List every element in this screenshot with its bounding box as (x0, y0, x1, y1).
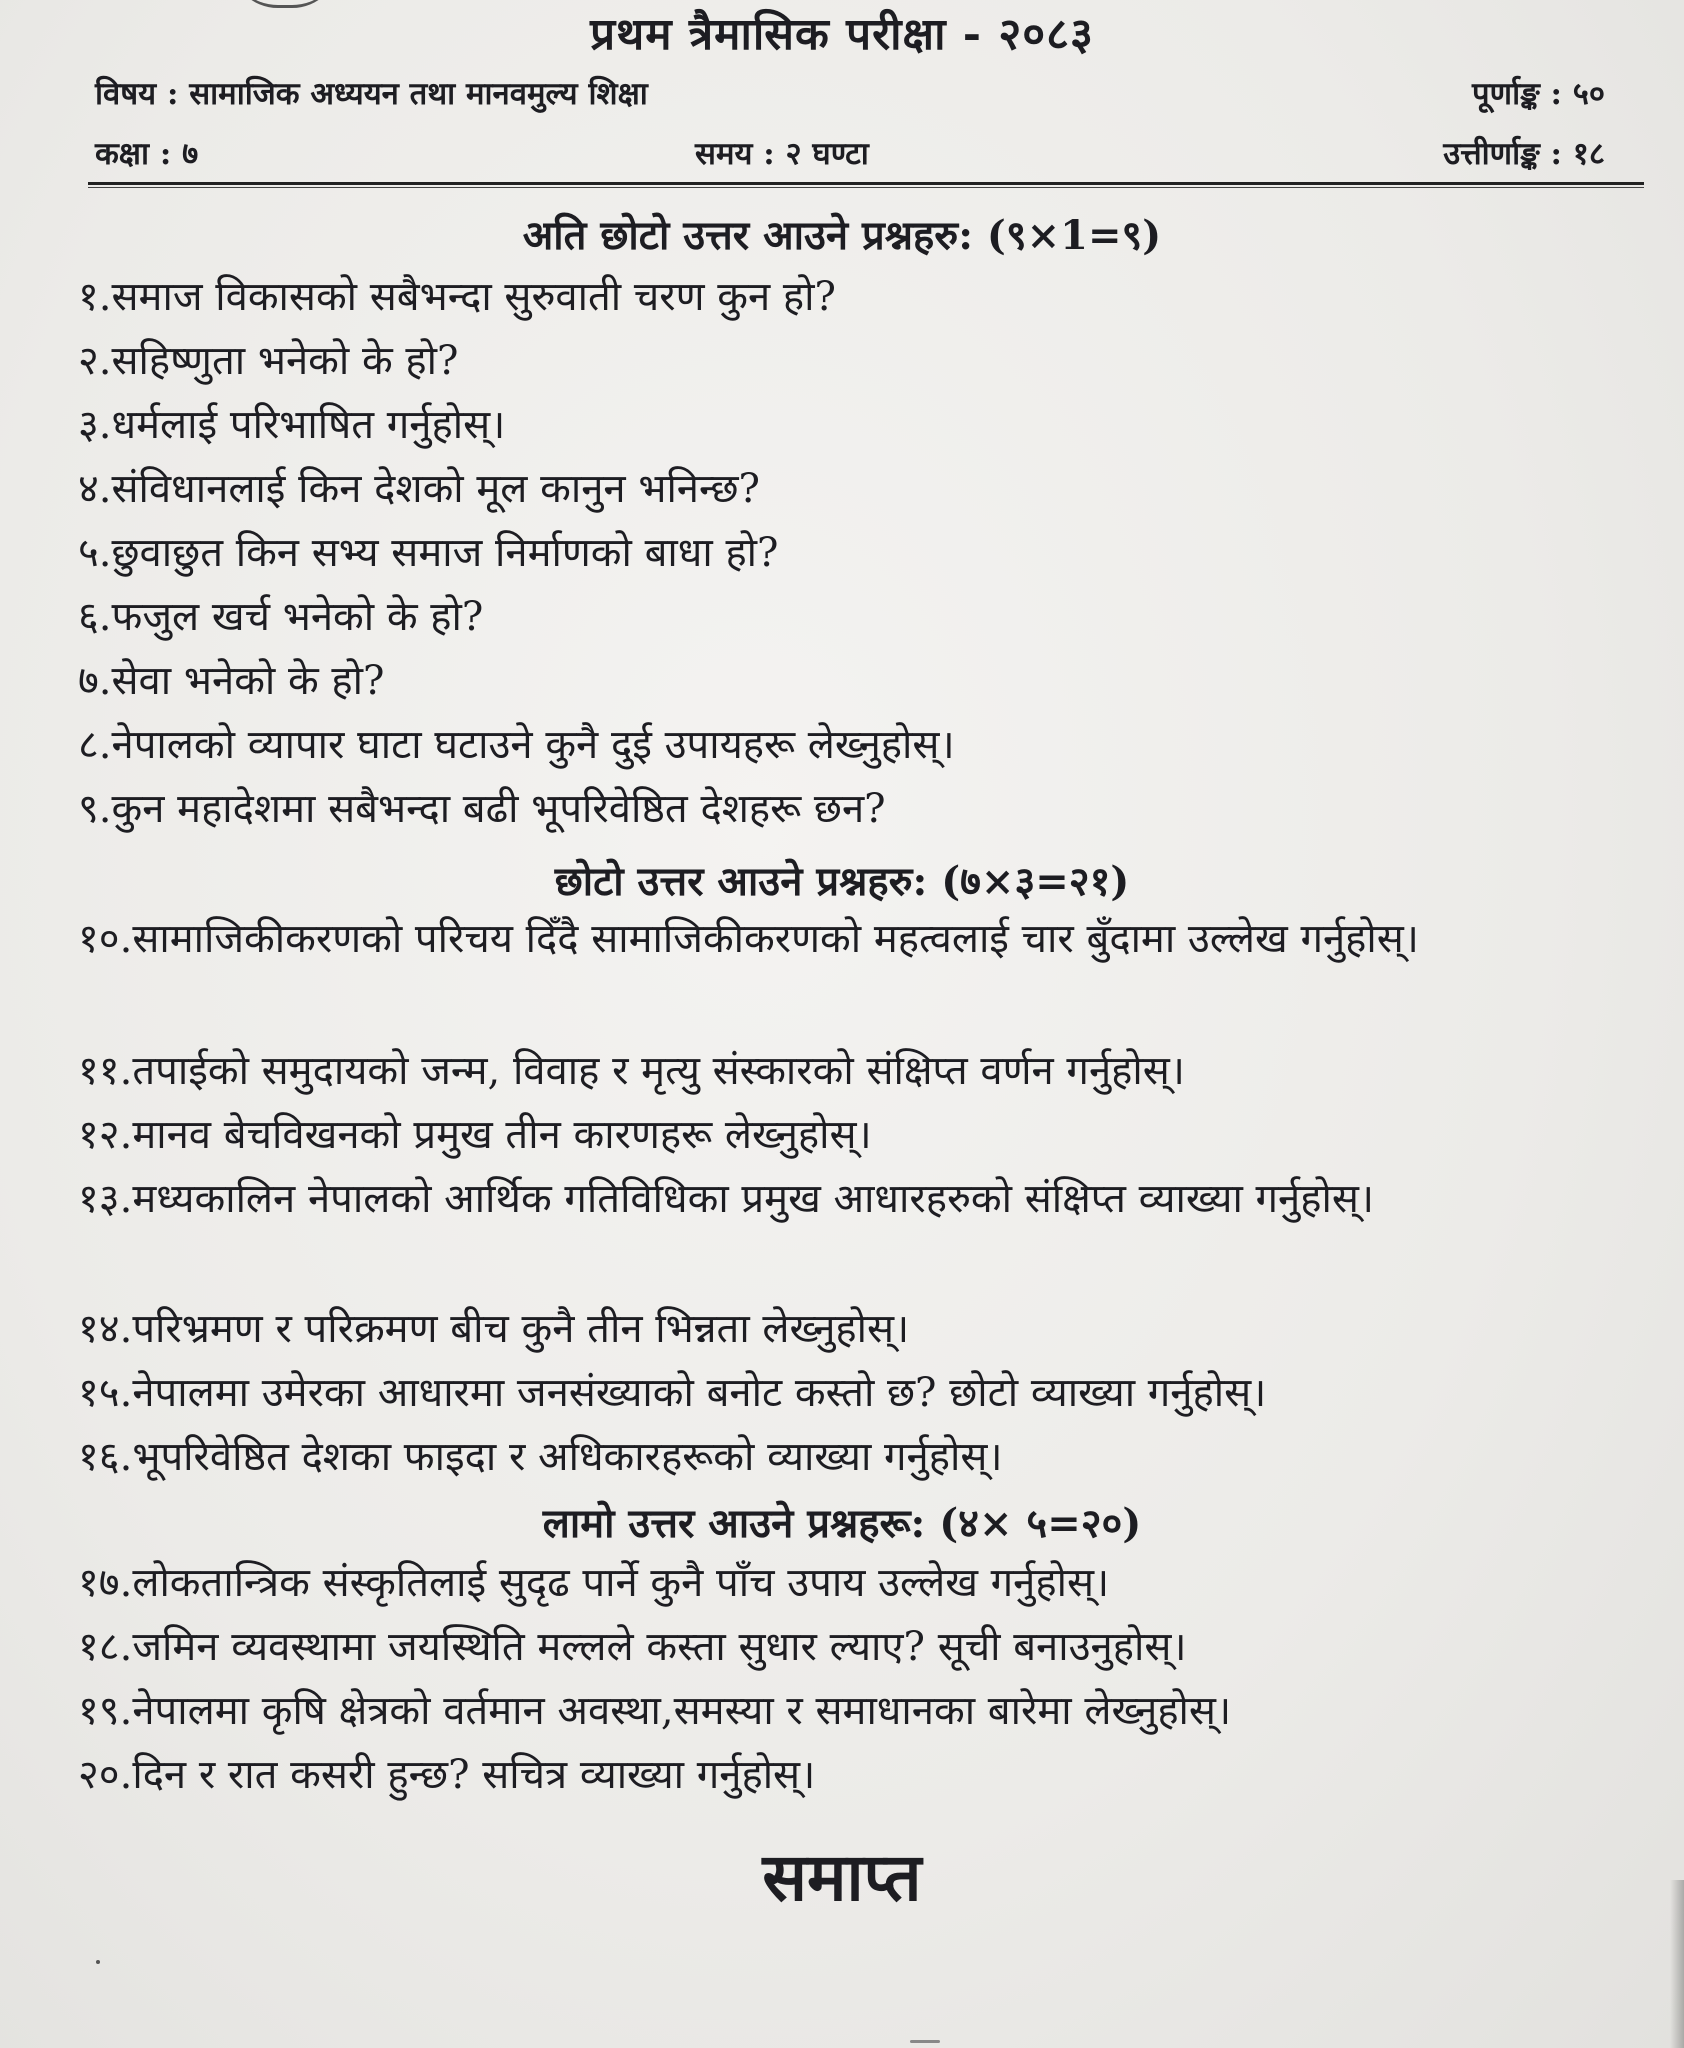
question-text: नेपालमा कृषि क्षेत्रको वर्तमान अवस्था,समस्या र समाधानका बारेमा लेख्नुहोस्। (132, 1688, 1232, 1734)
exam-title: प्रथम त्रैमासिक परीक्षा - २०८३ (590, 9, 1094, 60)
question-number: १७. (78, 1560, 133, 1606)
question-8 (78, 716, 1618, 774)
question-text: नेपालको व्यापार घाटा घटाउने कुनै दुई उपायहरू लेख्नुहोस्। (111, 722, 955, 768)
question-text: दिन र रात कसरी हुन्छ? सचित्र व्याख्या गर्नुहोस्। (132, 1752, 816, 1798)
paper-speck (910, 2040, 940, 2043)
time-label: समय : २ घण्टा (695, 136, 869, 172)
question-number: १४. (78, 1306, 133, 1352)
question-text: सेवा भनेको के हो? (111, 658, 385, 704)
end-mark: समाप्त (762, 1838, 922, 1916)
section-heading-long: लामो उत्तर आउने प्रश्नहरू: (४× ५=२०) (542, 1500, 1142, 1547)
question-16 (78, 1428, 1618, 1486)
question-18 (78, 1618, 1618, 1676)
page-edge-shadow (1670, 1880, 1684, 2048)
question-number: १०. (78, 916, 133, 962)
question-number: ५. (78, 530, 112, 576)
question-number: ८. (78, 722, 112, 768)
question-text: कुन महादेशमा सबैभन्दा बढी भूपरिवेष्ठित देशहरू छन? (111, 786, 886, 832)
question-number: १३. (78, 1176, 133, 1222)
question-number: ३. (78, 402, 112, 448)
question-text: संविधानलाई किन देशको मूल कानुन भनिन्छ? (111, 466, 760, 512)
question-number: १६. (78, 1434, 133, 1480)
question-number: २०. (78, 1752, 133, 1798)
question-number: १८. (78, 1624, 133, 1670)
question-12 (78, 1106, 1618, 1164)
question-text: परिभ्रमण र परिक्रमण बीच कुनै तीन भिन्नता लेख्नुहोस्। (132, 1306, 910, 1352)
question-text: लोकतान्त्रिक संस्कृतिलाई सुदृढ पार्ने कुनै पाँच उपाय उल्लेख गर्नुहोस्। (132, 1560, 1110, 1606)
question-text: छुवाछुत किन सभ्य समाज निर्माणको बाधा हो? (111, 530, 779, 576)
paper-speck (96, 1960, 100, 1964)
question-text: नेपालमा उमेरका आधारमा जनसंख्याको बनोट कस्तो छ? छोटो व्याख्या गर्नुहोस्। (132, 1370, 1267, 1416)
question-11 (78, 1042, 1618, 1100)
question-6 (78, 588, 1618, 646)
question-number: ११. (78, 1048, 133, 1094)
question-text: भूपरिवेष्ठित देशका फाइदा र अधिकारहरूको व्याख्या गर्नुहोस्। (132, 1434, 1003, 1480)
question-7 (78, 652, 1618, 710)
question-text: फजुल खर्च भनेको के हो? (111, 594, 484, 640)
question-5 (78, 524, 1618, 582)
question-number: ९. (78, 786, 112, 832)
question-4 (78, 460, 1618, 518)
question-15 (78, 1364, 1618, 1422)
question-number: ४. (78, 466, 112, 512)
question-number: १२. (78, 1112, 133, 1158)
question-number: १. (78, 274, 112, 320)
question-19 (78, 1682, 1618, 1740)
question-3 (78, 396, 1618, 454)
header-divider (88, 182, 1644, 188)
question-10 (78, 910, 1618, 968)
question-1 (78, 268, 1618, 326)
question-text: मानव बेचविखनको प्रमुख तीन कारणहरू लेख्नुहोस्। (132, 1112, 872, 1158)
pass-marks: उत्तीर्णाङ्क : १८ (1443, 136, 1605, 172)
header-row-class (95, 132, 1605, 174)
question-17 (78, 1554, 1618, 1612)
question-text: समाज विकासको सबैभन्दा सुरुवाती चरण कुन हो? (111, 274, 836, 320)
question-number: ६. (78, 594, 112, 640)
question-9 (78, 780, 1618, 838)
question-text: सहिष्णुता भनेको के हो? (111, 338, 459, 384)
header-row-subject (95, 72, 1605, 114)
full-marks: पूर्णाङ्क : ५० (1472, 76, 1605, 112)
question-number: ७. (78, 658, 112, 704)
question-text: तपाईको समुदायको जन्म, विवाह र मृत्यु संस्कारको संक्षिप्त वर्णन गर्नुहोस्। (132, 1048, 1185, 1094)
question-text: जमिन व्यवस्थामा जयस्थिति मल्लले कस्ता सुधार ल्याए? सूची बनाउनुहोस्। (132, 1624, 1187, 1670)
question-text: सामाजिकीकरणको परिचय दिँदै सामाजिकीकरणको महत्वलाई चार बुँदामा उल्लेख गर्नुहोस्। (132, 916, 1419, 962)
question-14 (78, 1300, 1618, 1358)
subject-label: विषय : सामाजिक अध्ययन तथा मानवमुल्य शिक्षा (95, 76, 648, 112)
section-heading-short: छोटो उत्तर आउने प्रश्नहरु: (७×३=२१) (554, 858, 1130, 905)
question-number: १५. (78, 1370, 133, 1416)
question-number: २. (78, 338, 112, 384)
question-13 (78, 1170, 1618, 1228)
question-20 (78, 1746, 1618, 1804)
question-text: मध्यकालिन नेपालको आर्थिक गतिविधिका प्रमुख आधारहरुको संक्षिप्त व्याख्या गर्नुहोस्। (132, 1176, 1375, 1222)
class-label: कक्षा : ७ (95, 136, 199, 172)
section-heading-very-short: अति छोटो उत्तर आउने प्रश्नहरु: (९×1=९) (522, 212, 1162, 259)
question-2 (78, 332, 1618, 390)
question-text: धर्मलाई परिभाषित गर्नुहोस्। (111, 402, 506, 448)
question-number: १९. (78, 1688, 133, 1734)
